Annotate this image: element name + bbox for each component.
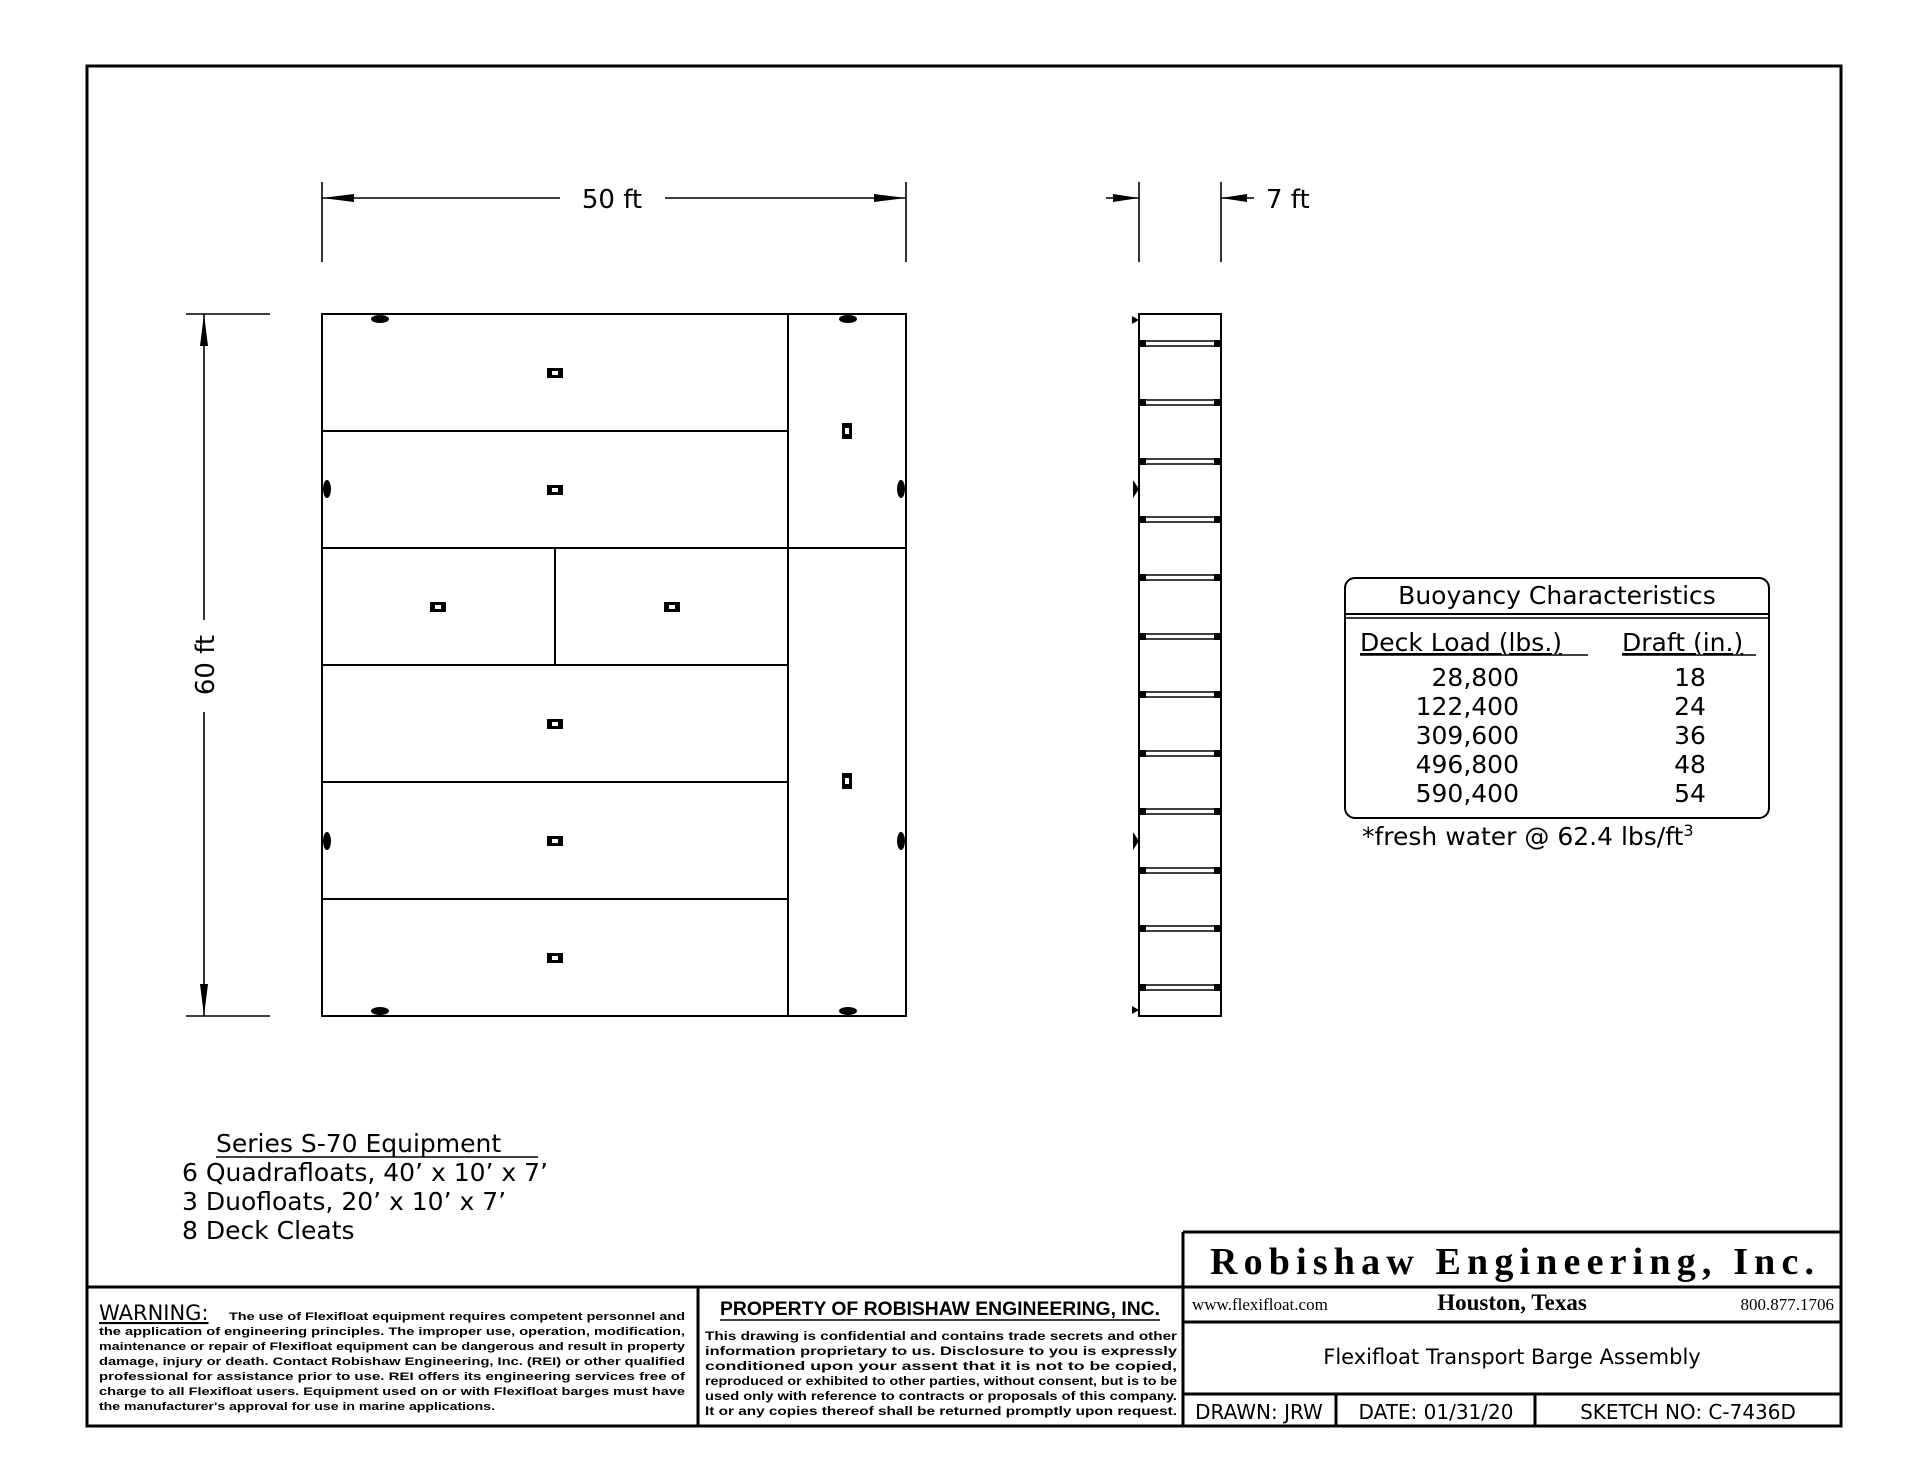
property-line: reproduced or exhibited to other parties, without consent, but is to be [705, 1374, 1178, 1388]
draft-value: 24 [1674, 692, 1706, 721]
buoyancy-note-text: *fresh water @ 62.4 lbs/ft [1362, 822, 1684, 851]
property-line: used only with reference to contracts or proposals of this company. [705, 1389, 1177, 1403]
buoyancy-table [1345, 578, 1769, 818]
load-value: 309,600 [1415, 721, 1519, 750]
company-website: www.flexifloat.com [1192, 1295, 1328, 1314]
height-label: 60 ft [191, 634, 221, 696]
property-line: It or any copies thereof shall be returned promptly upon request. [705, 1404, 1177, 1418]
draft-value: 36 [1674, 721, 1706, 750]
warning-line: the application of engineering principles. The improper use, operation, modification, [99, 1326, 685, 1338]
property-line: information proprietary to us. Disclosure to you is expressly [705, 1344, 1178, 1358]
sketch-number: SKETCH NO: C-7436D [1580, 1400, 1796, 1424]
warning-line: the manufacturer's approval for use in marine applications. [99, 1401, 495, 1413]
property-line: conditioned upon your assent that it is not to be copied, [705, 1359, 1177, 1373]
load-value: 496,800 [1415, 750, 1519, 779]
equipment-item: 6 Quadrafloats, 40’ x 10’ x 7’ [182, 1158, 548, 1187]
side-view-connectors [1139, 341, 1221, 990]
equipment-item: 3 Duofloats, 20’ x 10’ x 7’ [182, 1187, 507, 1216]
side-width-label: 7 ft [1266, 185, 1310, 215]
side-view [1139, 314, 1221, 1016]
warning-line: damage, injury or death. Contact Robishaw Engineering, Inc. (REI) or other qualified [99, 1356, 685, 1368]
deck-load-header: Deck Load (lbs.) [1360, 628, 1563, 657]
plan-view [322, 314, 906, 1016]
company-location: Houston, Texas [1437, 1290, 1587, 1315]
warning-line: professional for assistance prior to use. REI offers its engineering services free of [99, 1371, 686, 1383]
warning-line: charge to all Flexifloat users. Equipment used on or with Flexifloat barges must have [99, 1386, 685, 1398]
warning-line: The use of Flexifloat equipment requires competent personnel and [229, 1311, 685, 1323]
company-name: Robishaw Engineering, Inc. [1210, 1241, 1814, 1283]
draft-value: 48 [1674, 750, 1706, 779]
property-heading: PROPERTY OF ROBISHAW ENGINEERING, INC. [720, 1299, 1160, 1320]
drawn-by: DRAWN: JRW [1195, 1400, 1323, 1424]
load-value: 122,400 [1415, 692, 1519, 721]
drawing-date: DATE: 01/31/20 [1358, 1400, 1514, 1424]
draft-value: 54 [1674, 779, 1706, 808]
drawing-title: Flexifloat Transport Barge Assembly [1323, 1345, 1701, 1369]
equipment-title: Series S-70 Equipment [216, 1129, 502, 1158]
draft-header: Draft (in.) [1622, 628, 1744, 657]
warning-line: maintenance or repair of Flexifloat equipment can be dangerous and result in property [99, 1341, 685, 1353]
draft-value: 18 [1674, 663, 1706, 692]
property-line: This drawing is confidential and contains trade secrets and other [705, 1329, 1178, 1343]
width-label: 50 ft [581, 185, 643, 215]
buoyancy-note [1362, 821, 1694, 851]
buoyancy-title: Buoyancy Characteristics [1398, 581, 1716, 610]
load-value: 28,800 [1431, 663, 1519, 692]
company-phone: 800.877.1706 [1740, 1295, 1834, 1314]
warning-heading: WARNING: [99, 1301, 209, 1325]
buoyancy-note-sup: 3 [1683, 821, 1694, 840]
side-width-dimension [1106, 182, 1254, 262]
equipment-item: 8 Deck Cleats [182, 1216, 355, 1245]
load-value: 590,400 [1415, 779, 1519, 808]
